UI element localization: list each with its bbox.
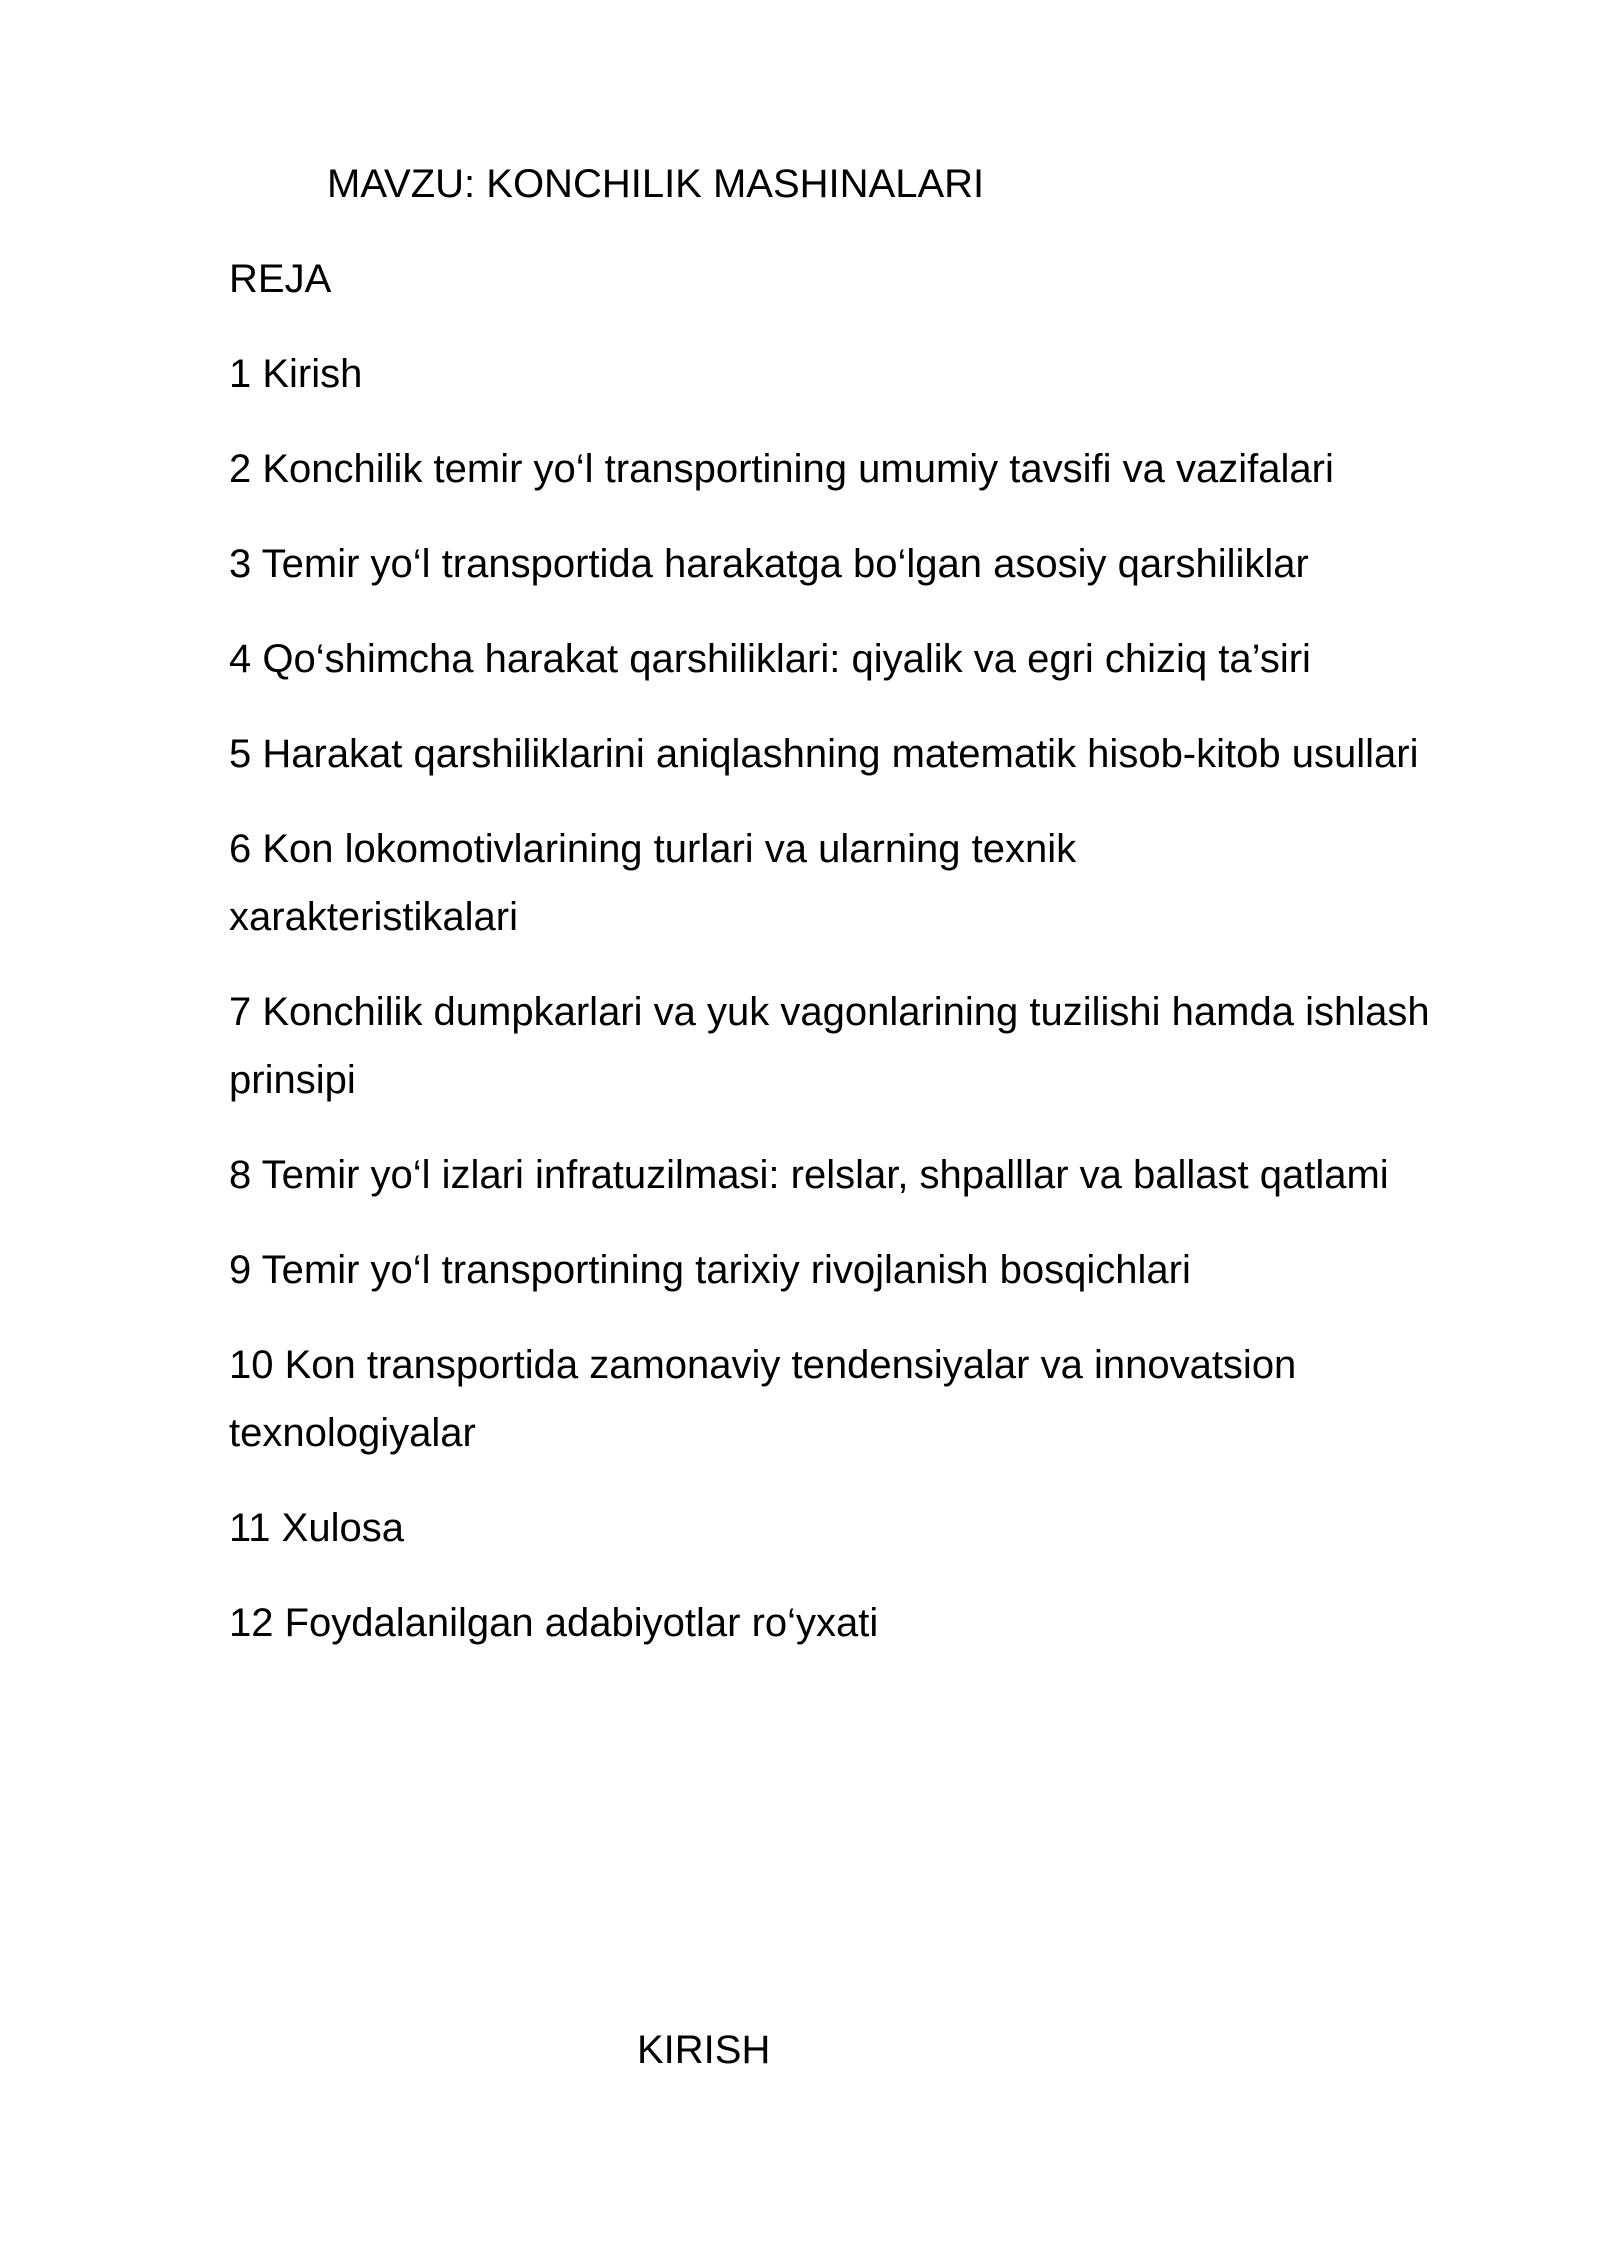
plan-item: 10 Kon transportida zamonaviy tendensiyalar va innovatsion texnologiyalar — [229, 1343, 1297, 1455]
plan-item: 11 Xulosa — [229, 1506, 404, 1550]
plan-item: 5 Harakat qarshiliklarini aniqlashning matematik hisob-kitob usullari — [229, 732, 1419, 776]
plan-list — [229, 340, 1529, 1684]
plan-item: 8 Temir yo‘l izlari infratuzilmasi: relslar, shpalllar va ballast qatlami — [229, 1153, 1389, 1197]
plan-item: 9 Temir yo‘l transportining tarixiy rivojlanish bosqichlari — [229, 1248, 1191, 1292]
document-title: MAVZU: KONCHILIK MASHINALARI — [327, 162, 985, 206]
plan-item: 2 Konchilik temir yo‘l transportining umumiy tavsifi va vazifalari — [229, 447, 1334, 491]
plan-item: 7 Konchilik dumpkarlari va yuk vagonlarining tuzilishi hamda ishlash prinsipi — [229, 990, 1430, 1102]
plan-item: 4 Qo‘shimcha harakat qarshiliklari: qiyalik va egri chiziq ta’siri — [229, 637, 1311, 681]
plan-item: 12 Foydalanilgan adabiyotlar ro‘yxati — [229, 1601, 879, 1645]
section-heading: KIRISH — [637, 2028, 771, 2072]
plan-heading: REJA — [229, 257, 332, 301]
plan-item: 6 Kon lokomotivlarining turlari va ularning texnik xarakteristikalari — [229, 827, 1077, 939]
plan-item: 1 Kirish — [229, 352, 363, 396]
plan-item: 3 Temir yo‘l transportida harakatga bo‘lgan asosiy qarshiliklar — [229, 542, 1309, 586]
